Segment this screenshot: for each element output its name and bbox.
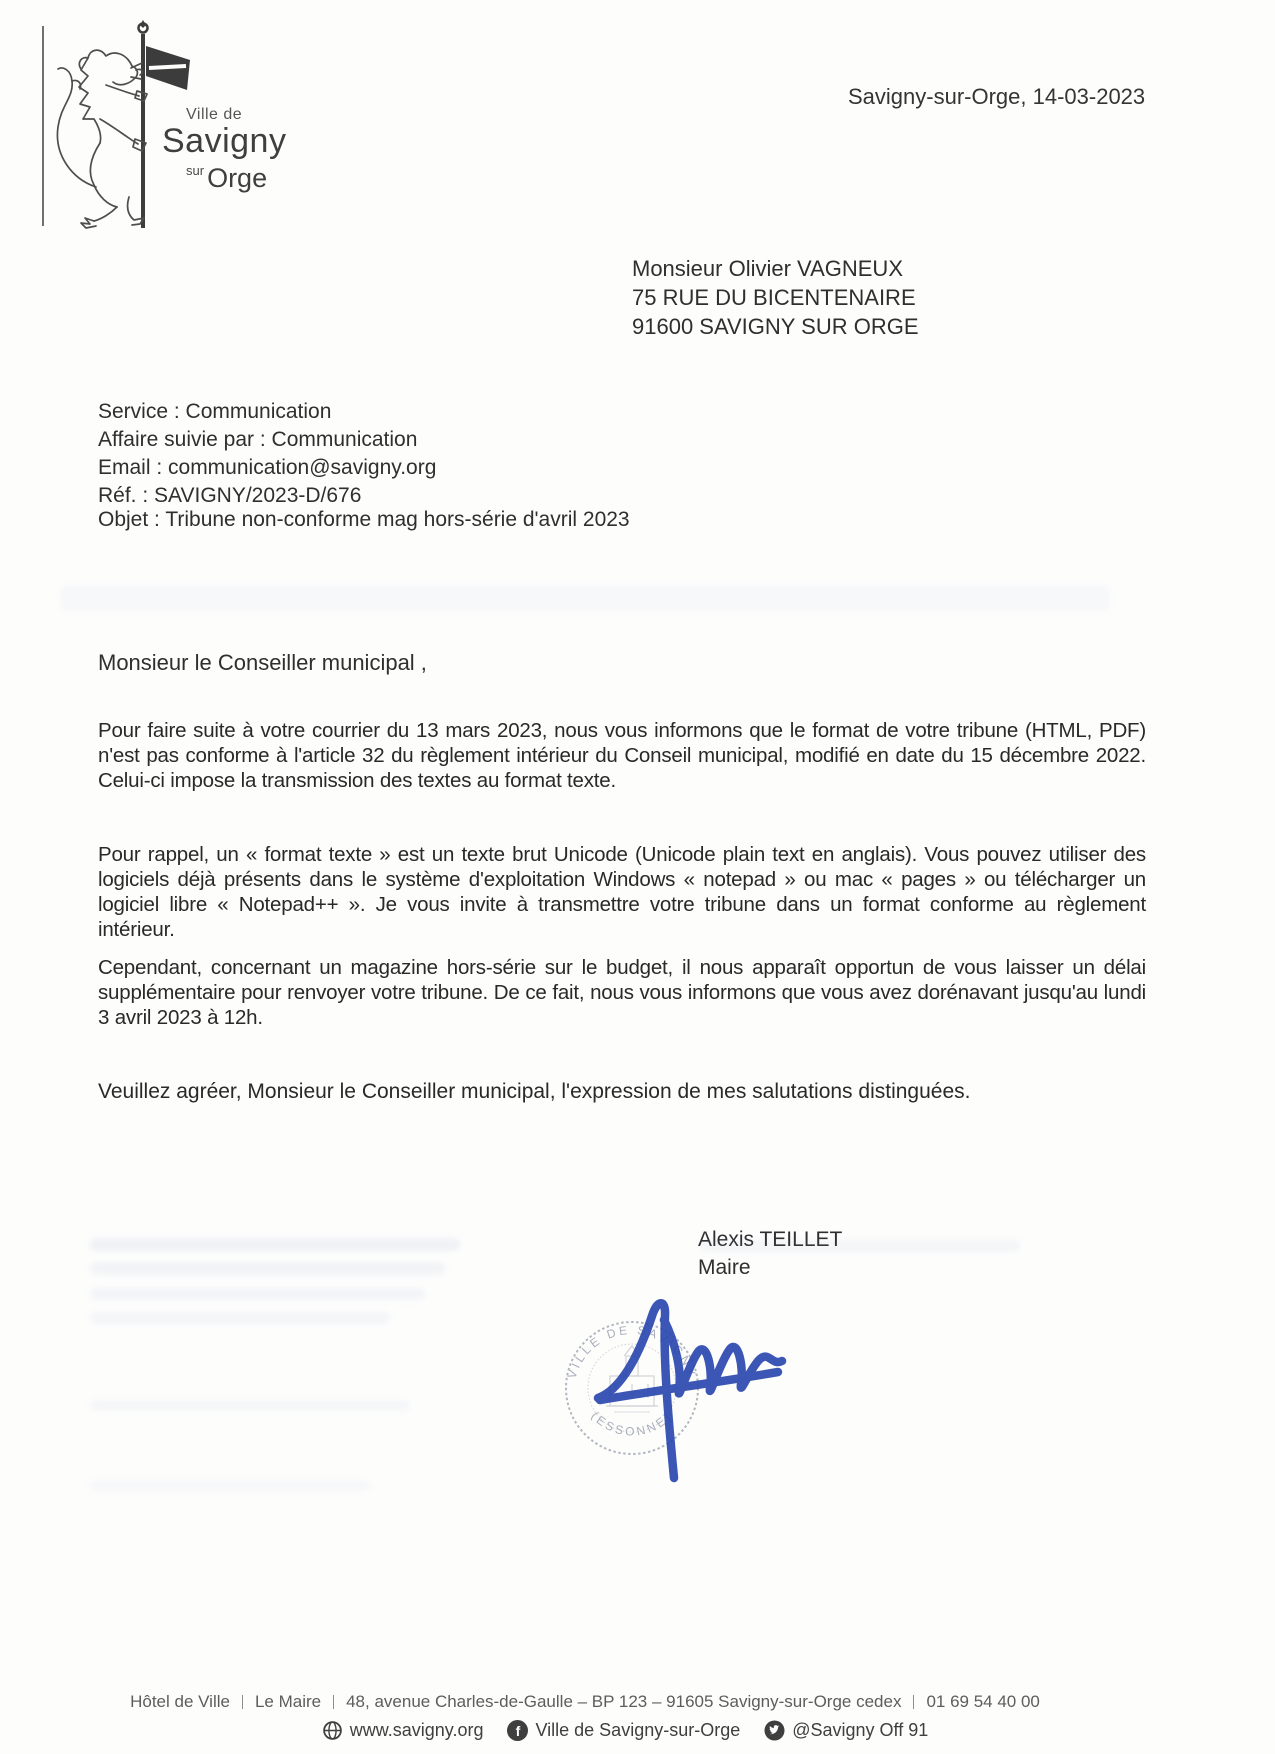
signer-name: Alexis TEILLET xyxy=(698,1228,843,1251)
subject-line: Objet : Tribune non-conforme mag hors-série d'avril 2023 xyxy=(98,508,630,531)
recipient-address xyxy=(632,254,919,341)
scan-artifact xyxy=(90,1288,425,1300)
signer-block xyxy=(698,1226,842,1282)
scan-artifact xyxy=(90,1238,460,1251)
recipient-name: Monsieur Olivier VAGNEUX xyxy=(632,256,903,281)
ref-line: Réf. : SAVIGNY/2023-D/676 xyxy=(98,484,362,507)
footer-divider xyxy=(333,1695,334,1709)
logo-city-name: Savigny xyxy=(162,122,287,160)
footer-website: www.savigny.org xyxy=(349,1720,484,1740)
recipient-city: 91600 SAVIGNY SUR ORGE xyxy=(632,314,919,339)
city-logo xyxy=(36,6,287,236)
scan-artifact xyxy=(90,1312,390,1324)
reference-block xyxy=(98,398,436,510)
salutation: Monsieur le Conseiller municipal , xyxy=(98,650,427,675)
body-paragraph: Pour faire suite à votre courrier du 13 mars 2023, nous vous informons que le format de votre tribune (HTML, PDF) n'est pas conforme à l'article 32 du règlement intérieur du Conseil municipal, modifié en date du 15 décembre 2022. Celui-ci impose la transmission des textes au format texte. xyxy=(98,719,1146,792)
service-line: Service : Communication xyxy=(98,400,332,423)
scan-artifact xyxy=(90,1480,370,1491)
facebook-glyph: f xyxy=(515,1722,521,1739)
recipient-street: 75 RUE DU BICENTENAIRE xyxy=(632,285,916,310)
footer-phone-number: 01 69 54 40 00 xyxy=(926,1692,1040,1711)
stamp-top-text: VILLE DE SAVIGNY xyxy=(564,1322,700,1381)
letter-date: Savigny-sur-Orge, 14-03-2023 xyxy=(848,84,1146,109)
closing-formula: Veuillez agréer, Monsieur le Conseiller municipal, l'expression de mes salutations distinguées. xyxy=(98,1080,971,1103)
body-paragraph: Cependant, concernant un magazine hors-série sur le budget, il nous apparaît opportun de vous laisser un délai supplémentaire pour renvoyer votre tribune. De ce fait, nous vous informons que vous avez dorénavant jusqu'au lundi 3 avril 2023 à 12h. xyxy=(98,956,1146,1029)
logo-sur: sur xyxy=(186,163,205,178)
logo-orge: Orge xyxy=(207,163,268,193)
stamp-bottom-text: (ESSONNE) xyxy=(588,1408,676,1439)
scan-artifact xyxy=(90,1400,410,1411)
handwritten-signature xyxy=(540,1286,810,1506)
footer-divider xyxy=(242,1695,243,1709)
signer-title: Maire xyxy=(698,1256,751,1279)
footer-twitter-handle: @Savigny Off 91 xyxy=(792,1720,929,1740)
footer-hotel-de-ville: Hôtel de Ville xyxy=(130,1692,230,1711)
footer-social-line xyxy=(85,1720,1165,1741)
facebook-icon xyxy=(507,1720,528,1741)
logo-city-suffix xyxy=(186,163,267,194)
footer-facebook-label: Ville de Savigny-sur-Orge xyxy=(535,1720,741,1740)
twitter-icon xyxy=(764,1720,785,1741)
globe-icon xyxy=(322,1720,343,1741)
footer-divider xyxy=(913,1695,914,1709)
footer-le-maire: Le Maire xyxy=(254,1692,322,1711)
body-paragraph: Pour rappel, un « format texte » est un texte brut Unicode (Unicode plain text en anglais). Vous pouvez utiliser des logiciels déjà présents dans le système d'exploitation Windows « notepad » ou mac « pages » ou télécharger un logiciel libre « Notepad++ ». Je vous invite à transmettre votre tribune dans un format conforme au règlement intérieur. xyxy=(98,843,1146,941)
footer-street-address: 48, avenue Charles-de-Gaulle – BP 123 – 91605 Savigny-sur-Orge cedex xyxy=(346,1692,902,1711)
footer-address-line xyxy=(85,1692,1085,1712)
scan-artifact xyxy=(60,585,1110,611)
logo-city-prefix: Ville de xyxy=(186,106,243,123)
scan-artifact xyxy=(90,1262,445,1275)
email-line: Email : communication@savigny.org xyxy=(98,456,437,479)
affaire-line: Affaire suivie par : Communication xyxy=(98,428,418,451)
